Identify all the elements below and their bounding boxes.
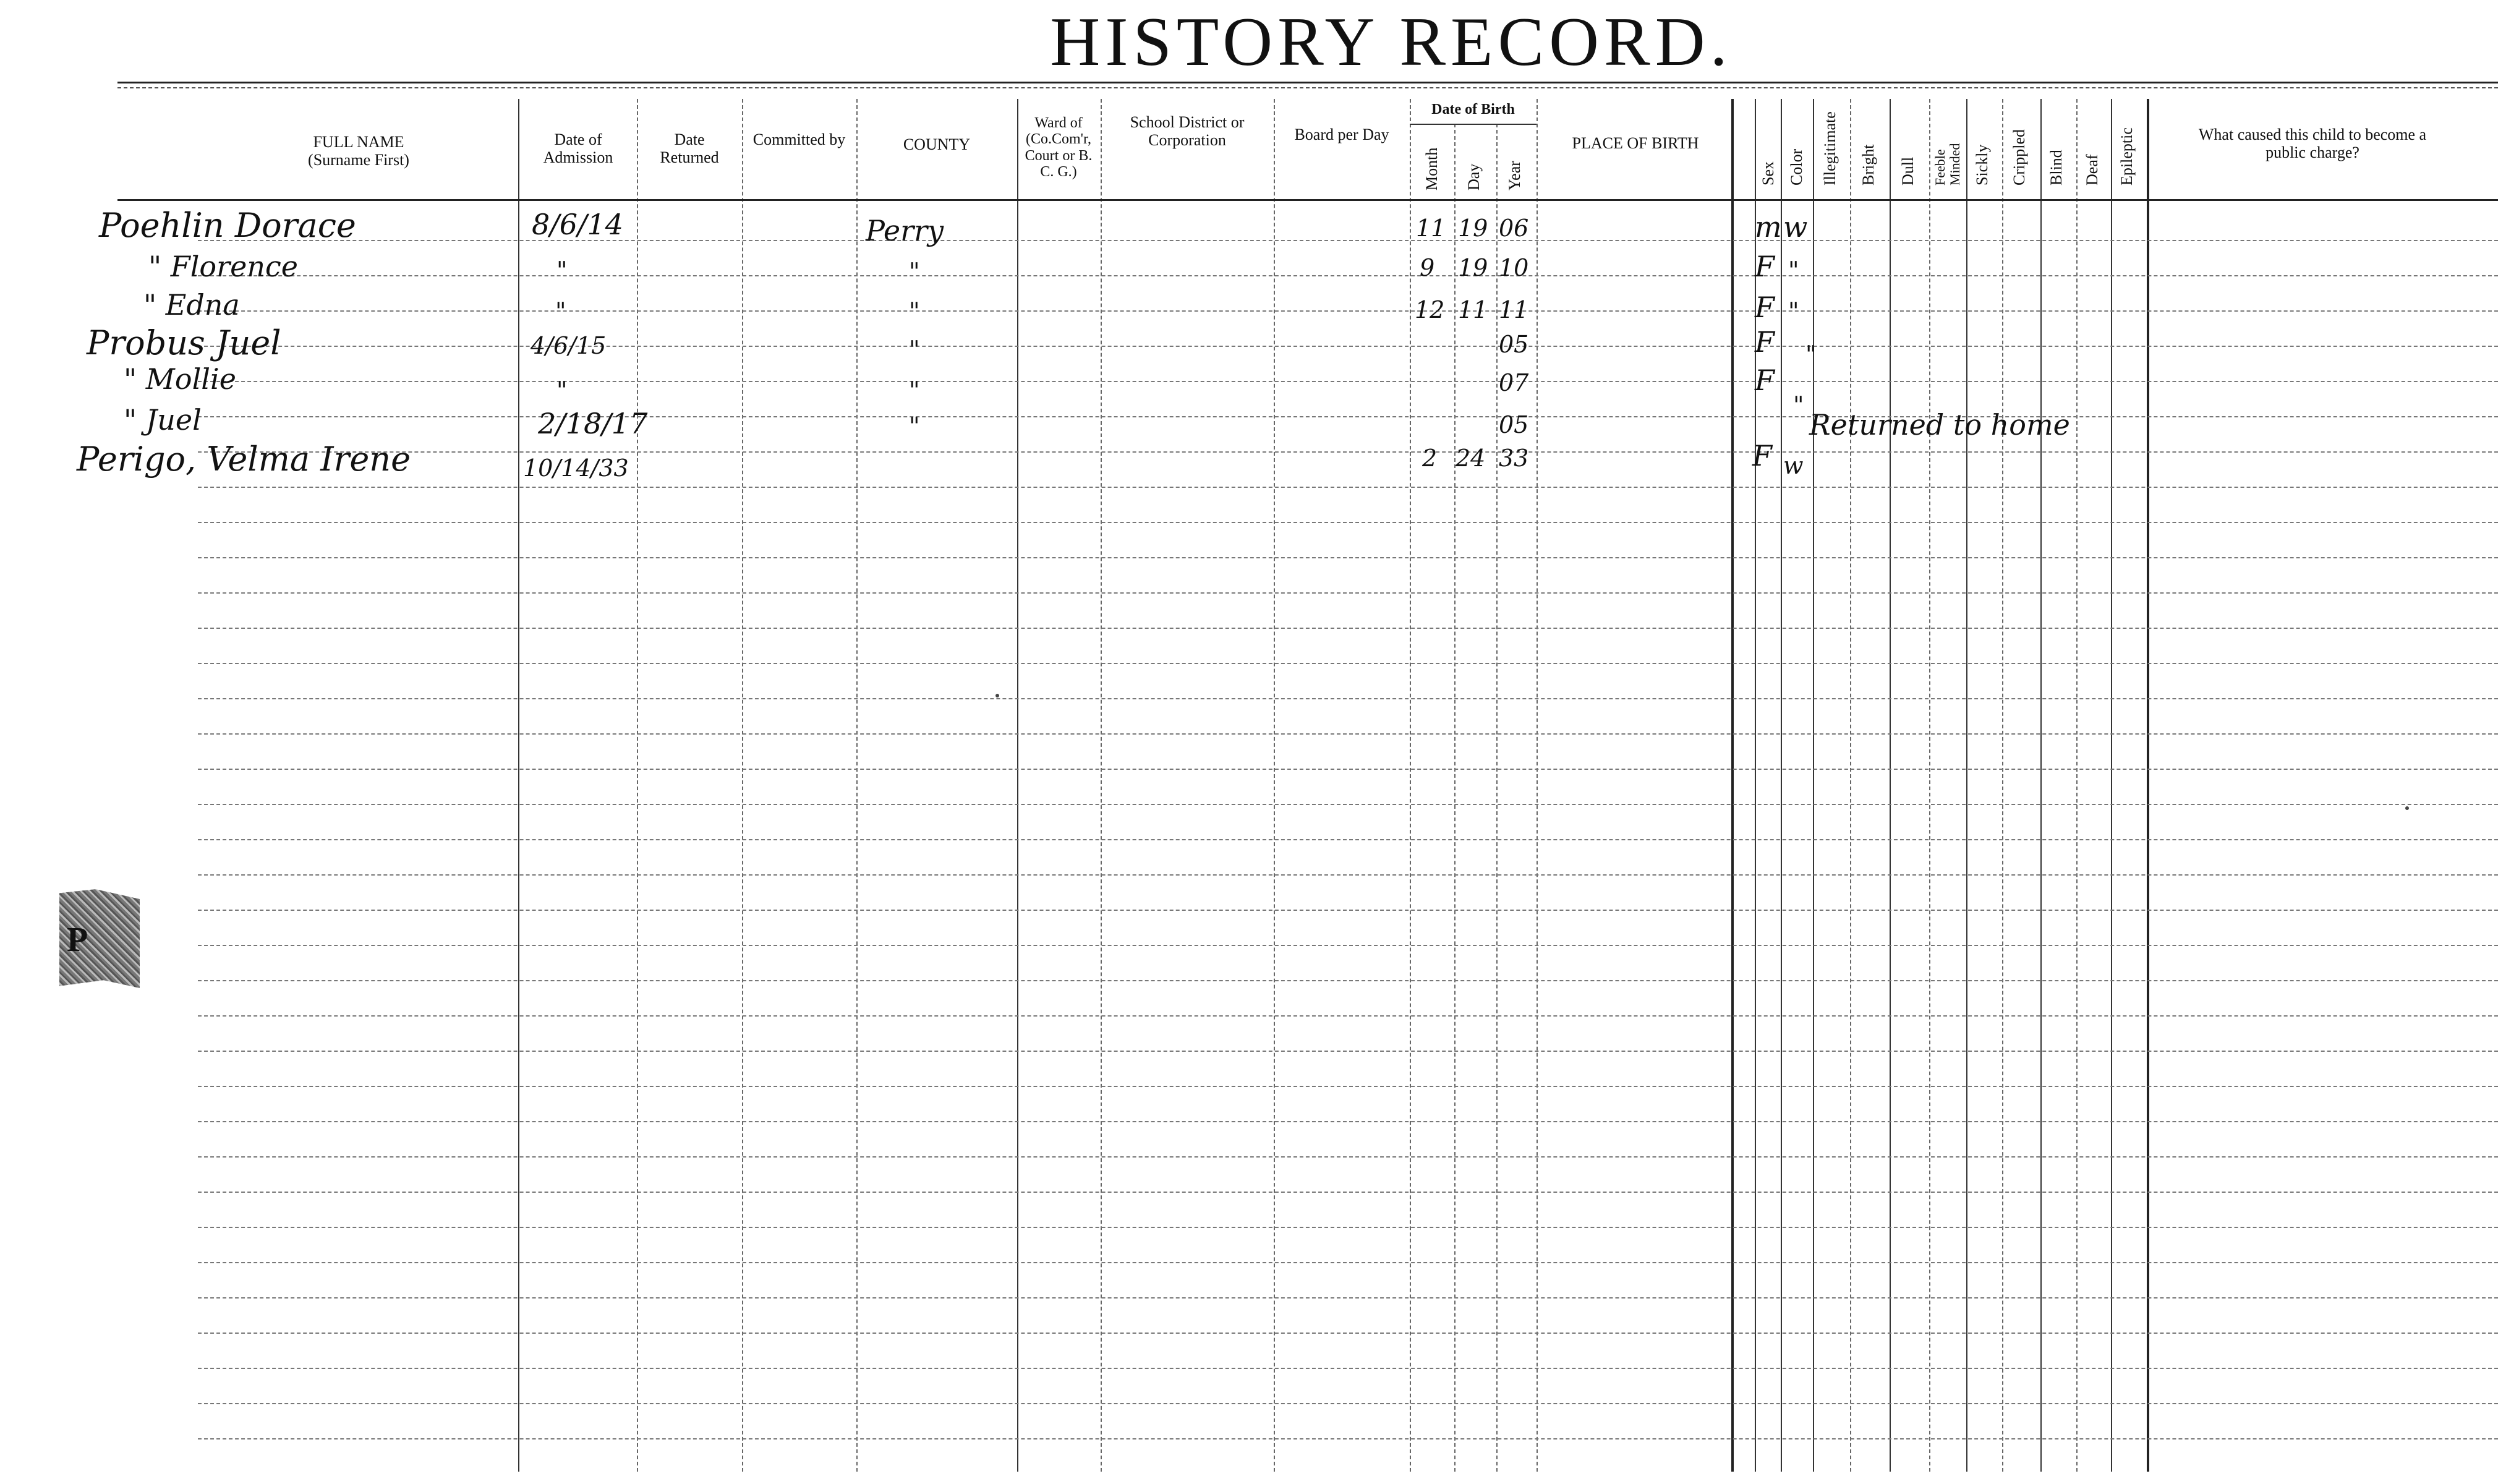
col-rule-day [1496, 124, 1498, 1472]
col-rule-epileptic [2147, 99, 2149, 1472]
entry-sex: F [1755, 250, 1775, 283]
col-rule-ward [1101, 99, 1102, 1472]
header-day: Day [1465, 163, 1483, 190]
dob-group-rule [1410, 124, 1537, 125]
row-rule [198, 592, 2498, 594]
col-rule-board [1410, 99, 1411, 1472]
header-full-name [260, 134, 458, 169]
header-county: COUNTY [903, 135, 971, 153]
header-deaf: Deaf [2083, 154, 2101, 186]
entry-year: 05 [1499, 411, 1529, 438]
header-school-district: School District or Corporation [1130, 113, 1245, 149]
col-rule-bright [1890, 99, 1891, 1472]
col-rule-returned [742, 99, 743, 1472]
entry-admission: 2/18/17 [538, 407, 648, 440]
row-rule [198, 1333, 2498, 1334]
row-rule [198, 522, 2498, 523]
entry-name: " Juel [124, 403, 202, 437]
entry-day: 11 [1458, 296, 1488, 323]
entry-name: " Edna [143, 288, 240, 322]
entry-sex: m [1755, 210, 1782, 244]
entry-name: Probus Juel [87, 323, 281, 362]
entry-admission: " [555, 297, 566, 325]
header-blind: Blind [2047, 150, 2065, 186]
col-rule-school [1274, 99, 1275, 1472]
entry-color: w [1783, 452, 1804, 479]
row-rule [198, 733, 2498, 735]
entry-year: 11 [1499, 296, 1529, 323]
col-rule-month [1454, 124, 1456, 1472]
header-year: Year [1506, 161, 1524, 190]
col-rule-color [1813, 99, 1814, 1472]
row-rule [198, 874, 2498, 876]
row-rule [198, 1051, 2498, 1052]
header-board-per-day: Board per Day [1294, 126, 1389, 143]
entry-admission: 4/6/15 [531, 332, 607, 359]
header-month: Month [1423, 147, 1441, 190]
row-rule [198, 1297, 2498, 1298]
page-title: HISTORY RECORD. [1050, 4, 1733, 80]
row-rule [198, 769, 2498, 770]
row-rule [198, 945, 2498, 946]
entry-admission: " [556, 377, 568, 404]
entry-day: 19 [1458, 215, 1488, 242]
entry-county: " [909, 297, 920, 325]
row-rule [198, 310, 2498, 312]
header-crippled: Crippled [2010, 129, 2028, 186]
row-rule [198, 839, 2498, 840]
entry-sex: F [1755, 291, 1775, 324]
col-rule-feeble [1966, 99, 1967, 1472]
entry-month: 12 [1415, 296, 1445, 323]
col-rule-dull [1929, 99, 1930, 1472]
col-rule-place [1731, 99, 1734, 1472]
row-rule [198, 451, 2498, 453]
header-full-name-label: FULL NAME [313, 133, 404, 151]
entry-day: 19 [1458, 254, 1488, 281]
entry-month: 11 [1416, 215, 1446, 242]
row-rule [198, 910, 2498, 911]
entry-sex: F [1752, 439, 1772, 472]
header-full-name-sub: (Surname First) [308, 150, 409, 169]
col-rule-committed [856, 99, 858, 1472]
paper-speck [995, 694, 999, 697]
row-rule [198, 1156, 2498, 1158]
index-tab-letter: P [67, 921, 88, 959]
row-rule [198, 487, 2498, 488]
header-date-of-birth: Date of Birth [1431, 101, 1515, 117]
entry-county: " [909, 258, 920, 285]
row-rule [198, 1121, 2498, 1122]
entry-year: 05 [1499, 331, 1529, 358]
header-date-returned: Date Returned [660, 130, 719, 166]
entry-admission: " [556, 257, 568, 284]
entry-color: " [1788, 297, 1799, 325]
entry-remark: Returned to home [1809, 408, 2070, 441]
entry-county: " [909, 412, 920, 440]
top-rule [117, 82, 2498, 88]
entry-month: 2 [1422, 445, 1438, 472]
row-rule [198, 381, 2498, 382]
entry-name: " Florence [148, 250, 298, 283]
col-rule-sickly [2002, 99, 2003, 1472]
col-rule-crippled [2040, 99, 2042, 1472]
row-rule [198, 1015, 2498, 1017]
row-rule [198, 1368, 2498, 1369]
row-rule [198, 275, 2498, 276]
row-rule [198, 628, 2498, 629]
entry-county: " [909, 377, 920, 404]
entry-day: 24 [1456, 445, 1486, 472]
header-color: Color [1788, 148, 1805, 186]
col-rule-name [518, 99, 519, 1472]
header-committed-by: Committed by [752, 130, 846, 148]
row-rule [198, 663, 2498, 664]
entry-county: " [909, 336, 920, 363]
entry-sex: F [1755, 325, 1775, 359]
col-rule-illegitimate [1850, 99, 1851, 1472]
entry-name: Perigo, Velma Irene [77, 440, 411, 479]
header-bottom-rule [117, 199, 2498, 201]
row-rule [198, 1192, 2498, 1193]
col-rule-blind [2076, 99, 2078, 1472]
entry-color: " [1805, 341, 1817, 368]
header-feeble-minded: Feeble Minded [1932, 143, 1963, 186]
col-rule-county [1017, 99, 1018, 1472]
col-rule-sex [1781, 99, 1782, 1472]
entry-year: 33 [1499, 445, 1529, 472]
row-rule [198, 1403, 2498, 1404]
header-epileptic: Epileptic [2118, 127, 2136, 186]
entry-year: 07 [1499, 369, 1529, 396]
entry-county: Perry [866, 214, 944, 247]
header-dull: Dull [1899, 156, 1917, 186]
header-bright: Bright [1859, 144, 1877, 186]
header-sex: Sex [1759, 161, 1777, 186]
entry-color: w [1783, 210, 1808, 244]
header-illegitimate: Illegitimate [1821, 111, 1839, 186]
row-rule [198, 1262, 2498, 1263]
col-rule-admission [637, 99, 638, 1472]
row-rule [198, 804, 2498, 805]
header-ward-of: Ward of (Co.Com'r, Court or B. C. G.) [1025, 115, 1093, 181]
paper-speck [2405, 806, 2409, 810]
col-rule-year [1537, 99, 1538, 1472]
header-cause: What caused this child to become a public charge? [2198, 126, 2427, 161]
entry-year: 06 [1499, 215, 1529, 242]
entry-color: " [1788, 257, 1799, 284]
entry-sex: " [1793, 391, 1804, 419]
entry-year: 10 [1499, 254, 1529, 281]
row-rule [198, 980, 2498, 981]
entry-admission: 10/14/33 [523, 454, 629, 482]
entry-name: Poehlin Dorace [99, 206, 356, 245]
row-rule [198, 557, 2498, 558]
entry-month: 9 [1420, 254, 1435, 281]
row-rule [198, 1438, 2498, 1439]
row-rule [198, 1086, 2498, 1087]
entry-sex: F [1755, 364, 1775, 397]
entry-admission: 8/6/14 [532, 208, 624, 241]
entry-name: " Mollie [124, 362, 236, 396]
row-rule [198, 698, 2498, 699]
header-place-of-birth: PLACE OF BIRTH [1572, 134, 1699, 152]
col-rule-deaf [2111, 99, 2112, 1472]
row-rule [198, 1227, 2498, 1228]
header-date-admission: Date of Admission [543, 130, 613, 166]
header-sickly: Sickly [1973, 144, 1991, 186]
